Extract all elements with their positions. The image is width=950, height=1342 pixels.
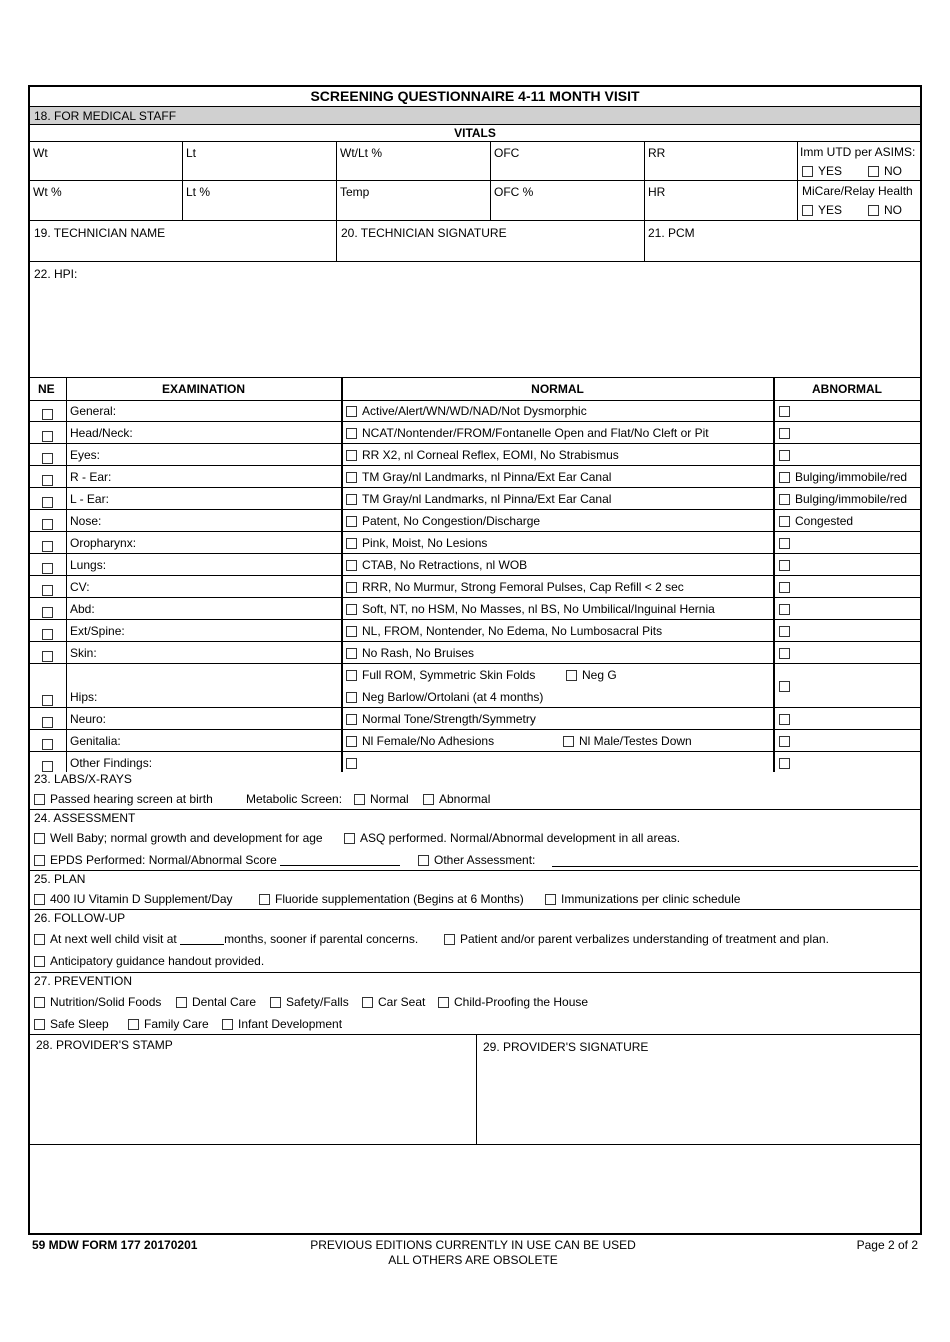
ne-checkbox[interactable] bbox=[42, 651, 53, 662]
childproof-checkbox[interactable] bbox=[438, 997, 449, 1008]
labs-title: 23. LABS/X-RAYS bbox=[34, 772, 132, 786]
abnormal-option[interactable] bbox=[779, 404, 795, 418]
ne-checkbox[interactable] bbox=[42, 409, 53, 420]
exam-label: Ext/Spine: bbox=[70, 624, 125, 638]
exam-label: Neuro: bbox=[70, 712, 107, 726]
exam-row bbox=[30, 620, 920, 642]
imm-no-option[interactable]: NO bbox=[868, 164, 902, 178]
ofc-pct-label: OFC % bbox=[494, 185, 534, 199]
exam-row bbox=[30, 532, 920, 554]
editions-line-1: PREVIOUS EDITIONS CURRENTLY IN USE CAN BE USED bbox=[310, 1238, 636, 1252]
imm-no-checkbox[interactable] bbox=[868, 166, 879, 177]
rr-label: RR bbox=[648, 146, 666, 160]
next-visit-checkbox[interactable] bbox=[34, 934, 45, 945]
exam-row-hips bbox=[30, 664, 920, 708]
dental-checkbox[interactable] bbox=[176, 997, 187, 1008]
hr-label: HR bbox=[648, 185, 666, 199]
normal-option[interactable]: TM Gray/nl Landmarks, nl Pinna/Ext Ear Canal bbox=[346, 492, 611, 506]
normal-checkbox[interactable] bbox=[346, 604, 357, 615]
prevention-family-option[interactable]: Family Care bbox=[128, 1017, 209, 1031]
form bbox=[28, 85, 922, 1235]
family-checkbox[interactable] bbox=[128, 1019, 139, 1030]
prevention-nutrition-option[interactable]: Nutrition/Solid Foods bbox=[34, 995, 161, 1009]
exam-row bbox=[30, 466, 920, 488]
abnormal-option[interactable] bbox=[779, 679, 795, 693]
verbalizes-checkbox[interactable] bbox=[444, 934, 455, 945]
section-18-row bbox=[30, 107, 920, 125]
metabolic-abnormal-option[interactable]: Abnormal bbox=[423, 792, 490, 806]
abnormal-checkbox[interactable] bbox=[779, 626, 790, 637]
normal-checkbox[interactable] bbox=[346, 648, 357, 659]
micare-no-checkbox[interactable] bbox=[868, 205, 879, 216]
abnormal-checkbox[interactable] bbox=[779, 428, 790, 439]
exam-label: Oropharynx: bbox=[70, 536, 137, 550]
other-assessment-checkbox[interactable] bbox=[418, 855, 429, 866]
ne-header: NE bbox=[38, 382, 55, 396]
neg-g-checkbox[interactable] bbox=[566, 670, 577, 681]
immunizations-option[interactable]: Immunizations per clinic schedule bbox=[545, 892, 740, 906]
exam-row bbox=[30, 642, 920, 664]
exam-row bbox=[30, 510, 920, 532]
abnormal-checkbox[interactable] bbox=[779, 736, 790, 747]
abnormal-option[interactable]: Bulging/immobile/red bbox=[779, 492, 907, 506]
editions-notice bbox=[250, 1238, 696, 1268]
normal-option[interactable]: No Rash, No Bruises bbox=[346, 646, 474, 660]
provider-stamp-field[interactable]: 28. PROVIDER'S STAMP bbox=[36, 1038, 173, 1052]
normal-checkbox[interactable] bbox=[346, 538, 357, 549]
abnormal-option[interactable] bbox=[779, 558, 795, 572]
fluoride-checkbox[interactable] bbox=[259, 894, 270, 905]
followup-title: 26. FOLLOW-UP bbox=[34, 911, 126, 925]
abnormal-checkbox[interactable] bbox=[779, 758, 790, 769]
ne-checkbox[interactable] bbox=[42, 739, 53, 750]
prevention-dental-option[interactable]: Dental Care bbox=[176, 995, 256, 1009]
abnormal-checkbox[interactable] bbox=[779, 450, 790, 461]
metabolic-screen-label: Metabolic Screen: bbox=[246, 792, 343, 806]
prevention-childproof-option[interactable]: Child-Proofing the House bbox=[438, 995, 588, 1009]
abnormal-checkbox[interactable] bbox=[779, 582, 790, 593]
wtlt-pct-label: Wt/Lt % bbox=[340, 146, 383, 160]
exam-label: General: bbox=[70, 404, 117, 418]
technician-name-field[interactable]: 19. TECHNICIAN NAME bbox=[34, 226, 166, 240]
ne-checkbox[interactable] bbox=[42, 629, 53, 640]
normal-checkbox[interactable] bbox=[346, 494, 357, 505]
normal-checkbox-2[interactable] bbox=[563, 736, 574, 747]
page-number: Page 2 of 2 bbox=[856, 1238, 918, 1252]
exam-row bbox=[30, 576, 920, 598]
prevention-section bbox=[30, 973, 920, 1035]
abnormal-option[interactable] bbox=[779, 624, 795, 638]
ne-checkbox[interactable] bbox=[42, 541, 53, 552]
exam-row bbox=[30, 708, 920, 730]
metabolic-normal-option[interactable]: Normal bbox=[354, 792, 409, 806]
wt-label: Wt bbox=[33, 146, 48, 160]
asq-checkbox[interactable] bbox=[344, 833, 355, 844]
ne-checkbox[interactable] bbox=[42, 431, 53, 442]
epds-score-field[interactable] bbox=[280, 865, 400, 866]
vitals-header: VITALS bbox=[454, 126, 496, 140]
ne-checkbox[interactable] bbox=[42, 563, 53, 574]
normal-option[interactable] bbox=[346, 756, 362, 770]
exam-label: Eyes: bbox=[70, 448, 101, 462]
exam-label: Head/Neck: bbox=[70, 426, 133, 440]
normal-checkbox[interactable] bbox=[346, 582, 357, 593]
normal-checkbox[interactable] bbox=[346, 758, 357, 769]
normal-checkbox[interactable] bbox=[346, 626, 357, 637]
other-assessment-field[interactable] bbox=[552, 866, 918, 867]
form-number: 59 MDW FORM 177 20170201 bbox=[32, 1238, 198, 1252]
ne-checkbox[interactable] bbox=[42, 475, 53, 486]
exam-label: Other Findings: bbox=[70, 756, 153, 770]
exam-label: Abd: bbox=[70, 602, 95, 616]
exam-label: R - Ear: bbox=[70, 470, 112, 484]
plan-section bbox=[30, 871, 920, 910]
exam-label: Lungs: bbox=[70, 558, 107, 572]
exam-label: CV: bbox=[70, 580, 90, 594]
abnormal-checkbox[interactable] bbox=[779, 516, 790, 527]
abnormal-option[interactable] bbox=[779, 646, 795, 660]
ne-checkbox[interactable] bbox=[42, 695, 53, 706]
form-title-row bbox=[30, 87, 920, 107]
immunizations-checkbox[interactable] bbox=[545, 894, 556, 905]
vitals-row-2 bbox=[30, 181, 920, 221]
exam-label: Genitalia: bbox=[70, 734, 121, 748]
imm-yes-checkbox[interactable] bbox=[802, 166, 813, 177]
exam-row bbox=[30, 752, 920, 774]
normal-option[interactable]: Nl Female/No Adhesions bbox=[346, 734, 494, 748]
epds-option[interactable]: EPDS Performed: Normal/Abnormal Score bbox=[34, 853, 400, 867]
prevention-infant-option[interactable]: Infant Development bbox=[222, 1017, 342, 1031]
exam-table bbox=[30, 378, 920, 772]
metabolic-abnormal-checkbox[interactable] bbox=[423, 794, 434, 805]
normal-checkbox[interactable] bbox=[346, 714, 357, 725]
abnormal-option[interactable] bbox=[779, 426, 795, 440]
hpi-label: 22. HPI: bbox=[34, 267, 78, 281]
prevention-carseat-option[interactable]: Car Seat bbox=[362, 995, 425, 1009]
hearing-checkbox[interactable] bbox=[34, 794, 45, 805]
well-baby-checkbox[interactable] bbox=[34, 833, 45, 844]
ofc-label: OFC bbox=[494, 146, 520, 160]
normal-checkbox[interactable] bbox=[346, 670, 357, 681]
fluoride-option[interactable]: Fluoride supplementation (Begins at 6 Months) bbox=[259, 892, 524, 906]
normal-option[interactable]: NL, FROM, Nontender, No Edema, No Lumbosacral Pits bbox=[346, 624, 662, 638]
abnormal-option[interactable]: Congested bbox=[779, 514, 853, 528]
next-visit-option[interactable]: At next well child visit at months, sooner if parental concerns. bbox=[34, 932, 418, 946]
abnormal-checkbox[interactable] bbox=[779, 406, 790, 417]
exam-row bbox=[30, 422, 920, 444]
vitals-row-1 bbox=[30, 142, 920, 181]
labs-section bbox=[30, 772, 920, 810]
section-18-label: 18. FOR MEDICAL STAFF bbox=[34, 109, 177, 123]
normal-checkbox[interactable] bbox=[346, 516, 357, 527]
micare-yes-checkbox[interactable] bbox=[802, 205, 813, 216]
micare-yes-option[interactable]: YES bbox=[802, 203, 842, 217]
normal-checkbox[interactable] bbox=[346, 472, 357, 483]
asq-option[interactable]: ASQ performed. Normal/Abnormal development in all areas. bbox=[344, 831, 680, 845]
abnormal-option[interactable] bbox=[779, 756, 795, 770]
exam-label: L - Ear: bbox=[70, 492, 109, 506]
lt-pct-label: Lt % bbox=[186, 185, 211, 199]
abnormal-option[interactable] bbox=[779, 712, 795, 726]
abnormal-option[interactable] bbox=[779, 602, 795, 616]
micare-no-option[interactable]: NO bbox=[868, 203, 902, 217]
exam-label: Hips: bbox=[70, 690, 98, 704]
guidance-option[interactable]: Anticipatory guidance handout provided. bbox=[34, 954, 264, 968]
abnormal-checkbox[interactable] bbox=[779, 604, 790, 615]
normal-option[interactable]: Full ROM, Symmetric Skin Folds bbox=[346, 668, 535, 682]
followup-section bbox=[30, 910, 920, 973]
pcm-field[interactable]: 21. PCM bbox=[648, 226, 695, 240]
prevention-title: 27. PREVENTION bbox=[34, 974, 133, 988]
verbalizes-option[interactable]: Patient and/or parent verbalizes understanding of treatment and plan. bbox=[444, 932, 829, 946]
other-assessment-option[interactable]: Other Assessment: bbox=[418, 853, 535, 867]
abnormal-checkbox[interactable] bbox=[779, 494, 790, 505]
neg-g-option[interactable]: Neg G bbox=[566, 668, 617, 682]
prevention-safety-option[interactable]: Safety/Falls bbox=[270, 995, 349, 1009]
abnormal-option[interactable]: Bulging/immobile/red bbox=[779, 470, 907, 484]
editions-line-2: ALL OTHERS ARE OBSOLETE bbox=[388, 1253, 558, 1267]
normal-option[interactable]: Pink, Moist, No Lesions bbox=[346, 536, 487, 550]
technician-signature-field[interactable]: 20. TECHNICIAN SIGNATURE bbox=[341, 226, 507, 240]
barlow-checkbox[interactable] bbox=[346, 692, 357, 703]
abnormal-header: ABNORMAL bbox=[812, 382, 882, 396]
exam-row bbox=[30, 488, 920, 510]
normal-checkbox[interactable] bbox=[346, 450, 357, 461]
abnormal-checkbox[interactable] bbox=[779, 472, 790, 483]
imm-yes-option[interactable]: YES bbox=[802, 164, 842, 178]
abnormal-checkbox[interactable] bbox=[779, 681, 790, 692]
normal-option[interactable]: CTAB, No Retractions, nl WOB bbox=[346, 558, 527, 572]
normal-option[interactable]: TM Gray/nl Landmarks, nl Pinna/Ext Ear Canal bbox=[346, 470, 611, 484]
normal-option[interactable]: Normal Tone/Strength/Symmetry bbox=[346, 712, 536, 726]
infant-checkbox[interactable] bbox=[222, 1019, 233, 1030]
vitamin-d-checkbox[interactable] bbox=[34, 894, 45, 905]
normal-option[interactable]: NCAT/Nontender/FROM/Fontanelle Open and Flat/No Cleft or Pit bbox=[346, 426, 709, 440]
hpi-row[interactable] bbox=[30, 262, 920, 378]
imm-label: Imm UTD per ASIMS: bbox=[800, 145, 916, 159]
temp-label: Temp bbox=[340, 185, 370, 199]
exam-label: Nose: bbox=[70, 514, 102, 528]
epds-checkbox[interactable] bbox=[34, 855, 45, 866]
abnormal-checkbox[interactable] bbox=[779, 538, 790, 549]
provider-row bbox=[30, 1035, 920, 1145]
ne-checkbox[interactable] bbox=[42, 519, 53, 530]
ne-checkbox[interactable] bbox=[42, 585, 53, 596]
hearing-option[interactable]: Passed hearing screen at birth bbox=[34, 792, 213, 806]
micare-label: MiCare/Relay Health bbox=[802, 184, 913, 198]
normal-option[interactable]: RR X2, nl Corneal Reflex, EOMI, No Strabismus bbox=[346, 448, 619, 462]
abnormal-checkbox[interactable] bbox=[779, 560, 790, 571]
ne-checkbox[interactable] bbox=[42, 607, 53, 618]
assessment-title: 24. ASSESSMENT bbox=[34, 811, 136, 825]
ne-checkbox[interactable] bbox=[42, 453, 53, 464]
exam-row bbox=[30, 554, 920, 576]
wt-pct-label: Wt % bbox=[33, 185, 62, 199]
technician-row bbox=[30, 221, 920, 262]
normal-checkbox[interactable] bbox=[346, 406, 357, 417]
prevention-sleep-option[interactable]: Safe Sleep bbox=[34, 1017, 109, 1031]
ne-checkbox[interactable] bbox=[42, 761, 53, 772]
metabolic-normal-checkbox[interactable] bbox=[354, 794, 365, 805]
sleep-checkbox[interactable] bbox=[34, 1019, 45, 1030]
form-title: SCREENING QUESTIONNAIRE 4-11 MONTH VISIT bbox=[310, 88, 640, 104]
vitals-header-row bbox=[30, 125, 920, 142]
exam-header-row bbox=[30, 378, 920, 401]
well-baby-option[interactable]: Well Baby; normal growth and development for age bbox=[34, 831, 323, 845]
safety-checkbox[interactable] bbox=[270, 997, 281, 1008]
vitamin-d-option[interactable]: 400 IU Vitamin D Supplement/Day bbox=[34, 892, 233, 906]
exam-label: Skin: bbox=[70, 646, 97, 660]
normal-header: NORMAL bbox=[531, 382, 584, 396]
ne-checkbox[interactable] bbox=[42, 497, 53, 508]
abnormal-option[interactable] bbox=[779, 734, 795, 748]
barlow-option[interactable]: Neg Barlow/Ortolani (at 4 months) bbox=[346, 690, 543, 704]
guidance-checkbox[interactable] bbox=[34, 956, 45, 967]
normal-checkbox[interactable] bbox=[346, 736, 357, 747]
examination-header: EXAMINATION bbox=[161, 382, 246, 396]
normal-option[interactable]: RRR, No Murmur, Strong Femoral Pulses, Cap Refill < 2 sec bbox=[346, 580, 684, 594]
abnormal-checkbox[interactable] bbox=[779, 648, 790, 659]
nutrition-checkbox[interactable] bbox=[34, 997, 45, 1008]
normal-checkbox[interactable] bbox=[346, 428, 357, 439]
abnormal-option[interactable] bbox=[779, 448, 795, 462]
normal-option[interactable]: Active/Alert/WN/WD/NAD/Not Dysmorphic bbox=[346, 404, 587, 418]
normal-checkbox[interactable] bbox=[346, 560, 357, 571]
abnormal-option[interactable] bbox=[779, 580, 795, 594]
exam-row bbox=[30, 444, 920, 466]
abnormal-checkbox[interactable] bbox=[779, 714, 790, 725]
exam-row bbox=[30, 598, 920, 620]
provider-signature-field[interactable]: 29. PROVIDER'S SIGNATURE bbox=[483, 1040, 649, 1054]
normal-option[interactable]: Soft, NT, no HSM, No Masses, nl BS, No Umbilical/Inguinal Hernia bbox=[346, 602, 715, 616]
abnormal-option[interactable] bbox=[779, 536, 795, 550]
lt-label: Lt bbox=[186, 146, 197, 160]
plan-title: 25. PLAN bbox=[34, 872, 86, 886]
months-field[interactable] bbox=[180, 944, 224, 945]
normal-option[interactable]: Patent, No Congestion/Discharge bbox=[346, 514, 540, 528]
assessment-section bbox=[30, 810, 920, 871]
exam-row bbox=[30, 400, 920, 422]
normal-option-2[interactable]: Nl Male/Testes Down bbox=[563, 734, 692, 748]
carseat-checkbox[interactable] bbox=[362, 997, 373, 1008]
ne-checkbox[interactable] bbox=[42, 717, 53, 728]
exam-row bbox=[30, 730, 920, 752]
